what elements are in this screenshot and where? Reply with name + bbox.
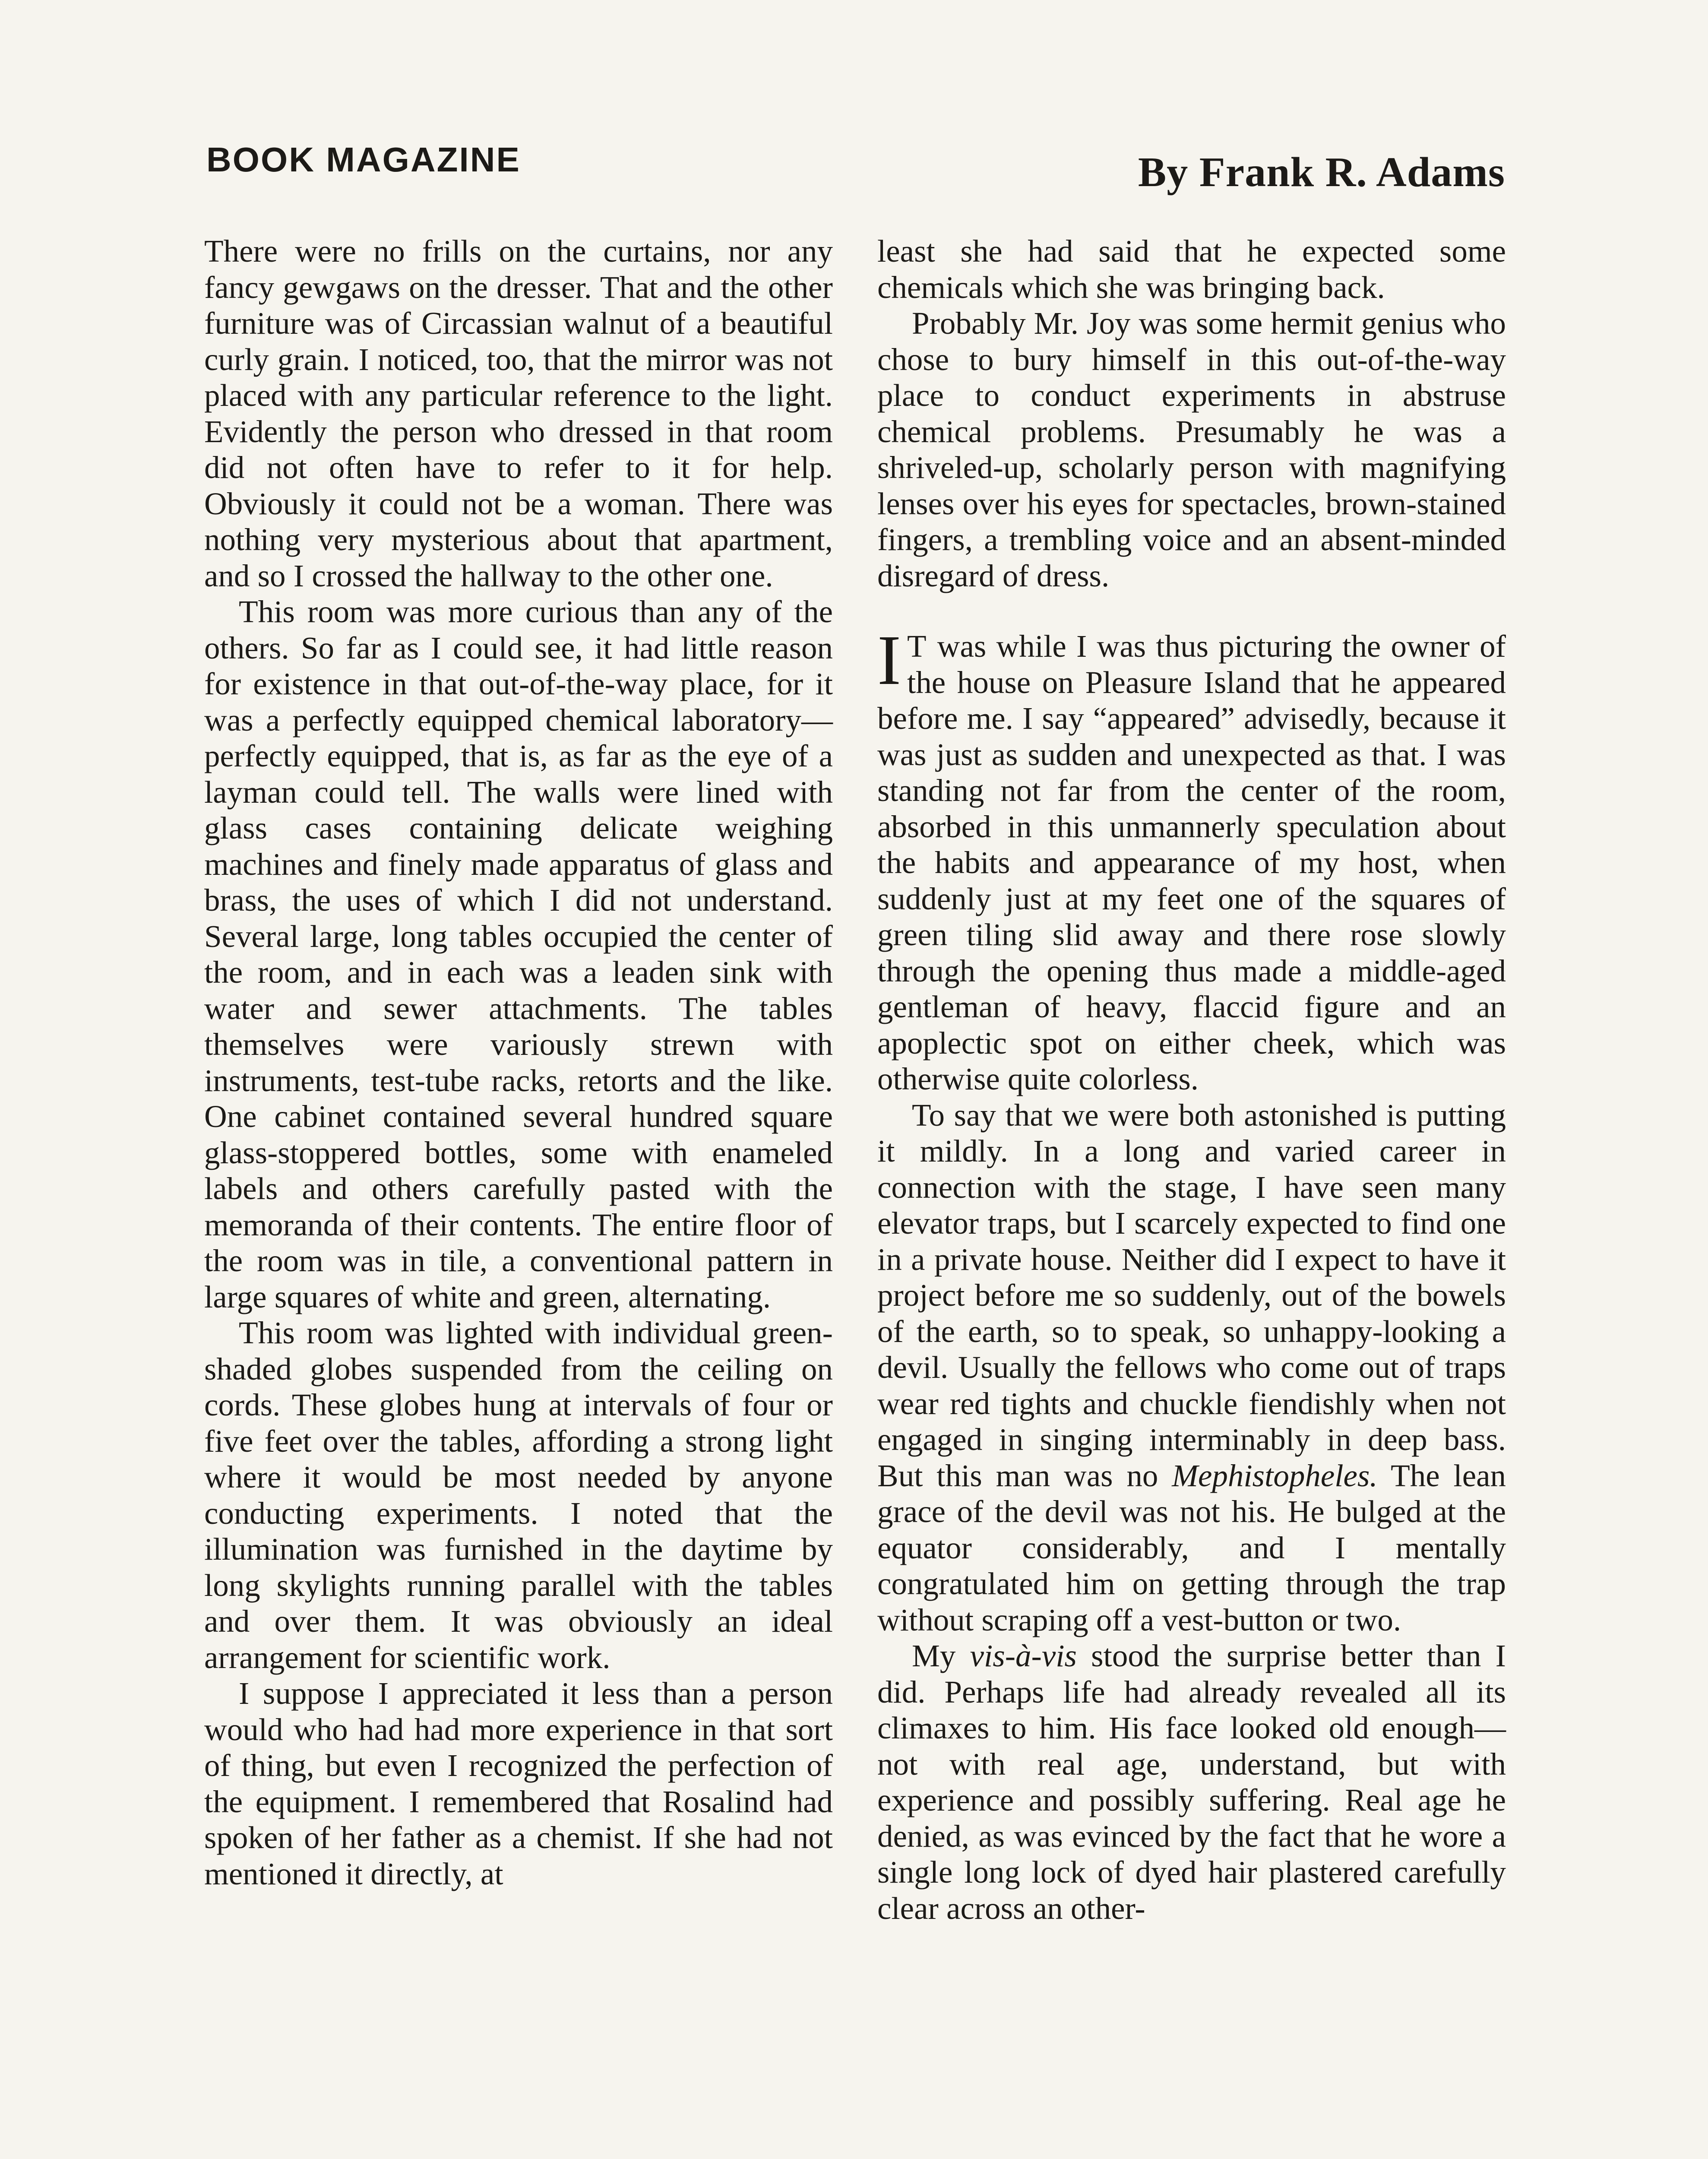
section-break-paragraph: [877, 620, 1506, 1097]
paragraph: There were no frills on the curtains, nor any fancy gewgaws on the dresser. That and the other furniture was of Circassian walnut of a beautiful curly grain. I noticed, too, that the mirror was not placed with any particular reference to the light. Evidently the person who dressed in that room did not often have to refer to it for help. Obviously it could not be a woman. There was nothing very mysterious about that apartment, and so I crossed the hallway to the other one.: [204, 234, 833, 593]
paragraph-text: was while I was thus picturing the owner of the house on Pleasure Island that he appeared before me. I say “appeared” advisedly, because it was just as sudden and unexpected as that. I was standing not far from the center of the room, absorbed in this unmannerly speculation about the habits and appearance of my host, when suddenly just at my feet one of the squares of green tiling slid away and there rose slowly through the opening thus made a middle-aged gentleman of heavy, flaccid figure and an apoplectic spot on either cheek, which was otherwise quite colorless.: [877, 629, 1506, 1096]
paragraph: I suppose I appreciated it less than a person would who had had more experience in that sort of thing, but even I recognized the perfection of the equipment. I remembered that Rosalind had spoken of her father as a chemist. If she had not mentioned it directly, at: [204, 1676, 833, 1891]
paragraph: This room was more curious than any of the others. So far as I could see, it had little reason for existence in that out-of-the-way place, for it was a perfectly equipped chemical laboratory—perfectly equipped, that is, as far as the eye of a layman could tell. The walls were lined with glass cases containing delicate weighing machines and finely made apparatus of glass and brass, the uses of which I did not understand. Several large, long tables occupied the center of the room, and in each was a leaden sink with water and sewer attachments. The tables themselves were variously strewn with instruments, test-tube racks, retorts and the like. One cabinet contained several hundred square glass-stoppered bottles, some with enameled labels and others carefully pasted with the memoranda of their contents. The entire floor of the room was in tile, a conventional pattern in large squares of white and green, alternating.: [204, 594, 833, 1314]
right-text-column: [877, 233, 1506, 1926]
paragraph-text: stood the surprise better than I did. Perhaps life had already revealed all its climaxes to him. His face looked old enough—not with real age, understand, but with experience and possibly suffering. Real age he denied, as was evinced by the fact that he wore a single long lock of dyed hair plastered carefully clear across an other-: [877, 1638, 1506, 1926]
paragraph-text: The lean grace of the devil was not his. He bulged at the equator considerably, and I mentally congratulated him on getting through the trap without scraping off a vest-button or two.: [877, 1458, 1506, 1637]
paragraph: least she had said that he expected some chemicals which she was bringing back.: [877, 234, 1506, 305]
paragraph: [877, 1638, 1506, 1926]
paragraph: [877, 1097, 1506, 1638]
paragraph-text: To say that we were both astonished is putting it mildly. In a long and varied career in connection with the stage, I have seen many elevator traps, but I scarcely expected to find one in a private house. Neither did I expect to have it project before me so suddenly, out of the bowels of the earth, so to speak, so unhappy-looking a devil. Usually the fellows who come out of traps wear red tights and chuckle fiendishly when not engaged in singing interminably in deep bass. But this man was no: [877, 1097, 1506, 1493]
running-head-publication: BOOK MAGAZINE: [206, 140, 521, 179]
paragraph: Probably Mr. Joy was some hermit genius who chose to bury himself in this out-of-the-way place to conduct experiments in abstruse chemical problems. Presumably he was a shriveled-up, scholarly person with magnifying lenses over his eyes for spectacles, brown-stained fingers, a trembling voice and an absent-minded disregard of dress.: [877, 306, 1506, 593]
italic-text: vis-à-vis: [970, 1638, 1077, 1673]
paragraph-text: My: [912, 1638, 970, 1673]
drop-cap: I: [877, 620, 901, 700]
paragraph: This room was lighted with individual green-shaded globes suspended from the ceiling on cords. These globes hung at intervals of four or five feet over the tables, affording a strong light where it would be most needed by anyone conducting experiments. I noted that the illumination was furnished in the daytime by long skylights running parallel with the tables and over them. It was obviously an ideal arrangement for scientific work.: [204, 1315, 833, 1675]
italic-text: Mephistopheles.: [1172, 1458, 1378, 1493]
left-text-column: [204, 233, 833, 1892]
small-caps-lead: T: [907, 629, 927, 664]
running-head-author: By Frank R. Adams: [1138, 149, 1505, 196]
